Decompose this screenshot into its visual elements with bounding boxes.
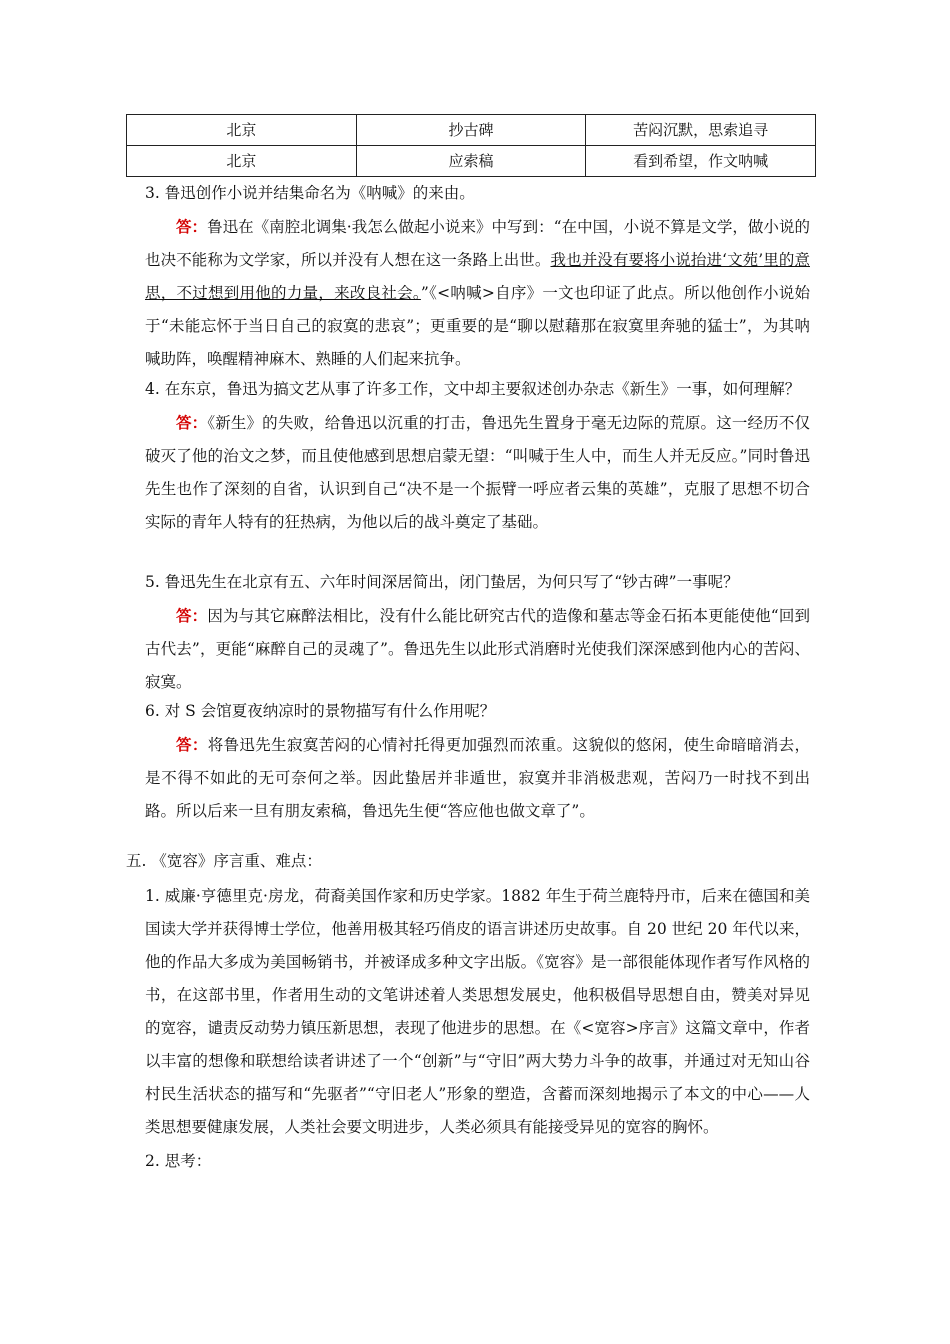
answer-label: 答： (176, 606, 208, 625)
section-5-paragraph-2: 2. 思考： (145, 1152, 212, 1170)
answer-label: 答： (176, 735, 208, 754)
question-3: 3. 鲁迅创作小说并结集命名为《呐喊》的来由。 (145, 184, 475, 202)
answer-4-text: 《新生》的失败，给鲁迅以沉重的打击，鲁迅先生置身于毫无边际的荒原。这一经历不仅破灭了他的治文之梦，而且使他感到思想启蒙无望：“叫喊于生人中，而生人并无反应。”同时鲁迅先生也作了深刻的自省，认识到自己“决不是一个振臂一呼应者云集的英雄”，克服了思想不切合实际的青年人特有的狂热病，为他以后的战斗奠定了基础。 (145, 414, 810, 531)
answer-3-text-end: ”《<呐喊>自序》一文也印证了此点。所以他创作小说始于“未能忘怀于当日自己的寂寞的悲哀”；更重要的是“聊以慰藉那在寂寞里奔驰的猛士”，为其呐喊助阵，唤醒精神麻木、熟睡的人们起来抗争。 (145, 284, 810, 368)
question-4-block (145, 373, 810, 539)
table-row (127, 146, 816, 177)
answer-3-text: 鲁迅在《南腔北调集·我怎么做起小说来》中写到：“在中国，小说不算是文学，做小说的也决不能称为文学家，所以并没有人想在这一条路上出世。 (145, 218, 810, 269)
answer-6-text: 将鲁迅先生寂寞苦闷的心情衬托得更加强烈而浓重。这貌似的悠闲，使生命暗暗消去，是不得不如此的无可奈何之举。因此蛰居并非遁世，寂寞并非消极悲观，苦闷乃一时找不到出路。所以后来一旦有朋友索稿，鲁迅先生便“答应他也做文章了”。 (145, 736, 810, 820)
question-4: 4. 在东京，鲁迅为搞文艺从事了许多工作，文中却主要叙述创办杂志《新生》一事，如何理解？ (145, 380, 801, 398)
table-cell: 北京 (127, 115, 357, 146)
section-5-paragraph-1: 1. 威廉·亨德里克·房龙，荷裔美国作家和历史学家。1882 年生于荷兰鹿特丹市，后来在德国和美国读大学并获得博士学位，他善用极其轻巧俏皮的语言讲述历史故事。自 20 世纪 20 年代以来，他的作品大多成为美国畅销书，并被译成多种文字出版。《宽容》是一部很能体现作者写作风格的书，在这部书里，作者用生动的文笔讲述着人类思想发展史，他积极倡导思想自由，赞美对异见的宽容，谴责反动势力镇压新思想，表现了他进步的思想。在《<宽容>序言》这篇文章中，作者以丰富的想像和联想给读者讲述了一个“创新”与“守旧”两大势力斗争的故事，并通过对无知山谷村民生活状态的描写和“先驱者”“守旧老人”形象的塑造，含蓄而深刻地揭示了本文的中心——人类思想要健康发展，人类社会要文明进步，人类必须具有能接受异见的宽容的胸怀。 (145, 887, 810, 1136)
answer-4 (145, 406, 810, 539)
answer-label: 答： (176, 413, 208, 432)
table-cell: 抄古碑 (356, 115, 586, 146)
question-6: 6. 对 S 会馆夏夜纳凉时的景物描写有什么作用呢？ (145, 702, 496, 720)
question-3-block (145, 177, 810, 376)
table-cell: 看到希望，作文呐喊 (586, 146, 816, 177)
answer-label: 答： (176, 217, 208, 236)
answer-5 (145, 599, 810, 699)
table-row (127, 115, 816, 146)
question-5: 5. 鲁迅先生在北京有五、六年时间深居简出，闭门蛰居，为何只写了“钞古碑”一事呢？ (145, 573, 739, 591)
question-5-block (145, 566, 810, 699)
answer-3 (145, 210, 810, 376)
table-cell: 应索稿 (356, 146, 586, 177)
table-cell: 苦闷沉默，思索追寻 (586, 115, 816, 146)
info-table (126, 114, 816, 177)
section-5-body (145, 880, 810, 1178)
answer-3-underlined: 我也并没有要将小说抬进‘文苑’里的意思，不过想到用他的力量，来改良社会。 (145, 251, 810, 302)
question-6-block (145, 695, 810, 828)
answer-5-text: 因为与其它麻醉法相比，没有什么能比研究古代的造像和墓志等金石拓本更能使他“回到古代去”，更能“麻醉自己的灵魂了”。鲁迅先生以此形式消磨时光使我们深深感到他内心的苦闷、寂寞。 (145, 607, 810, 691)
section-5-heading: 五. 《宽容》序言重、难点： (126, 852, 322, 870)
answer-6 (145, 728, 810, 828)
table-cell: 北京 (127, 146, 357, 177)
